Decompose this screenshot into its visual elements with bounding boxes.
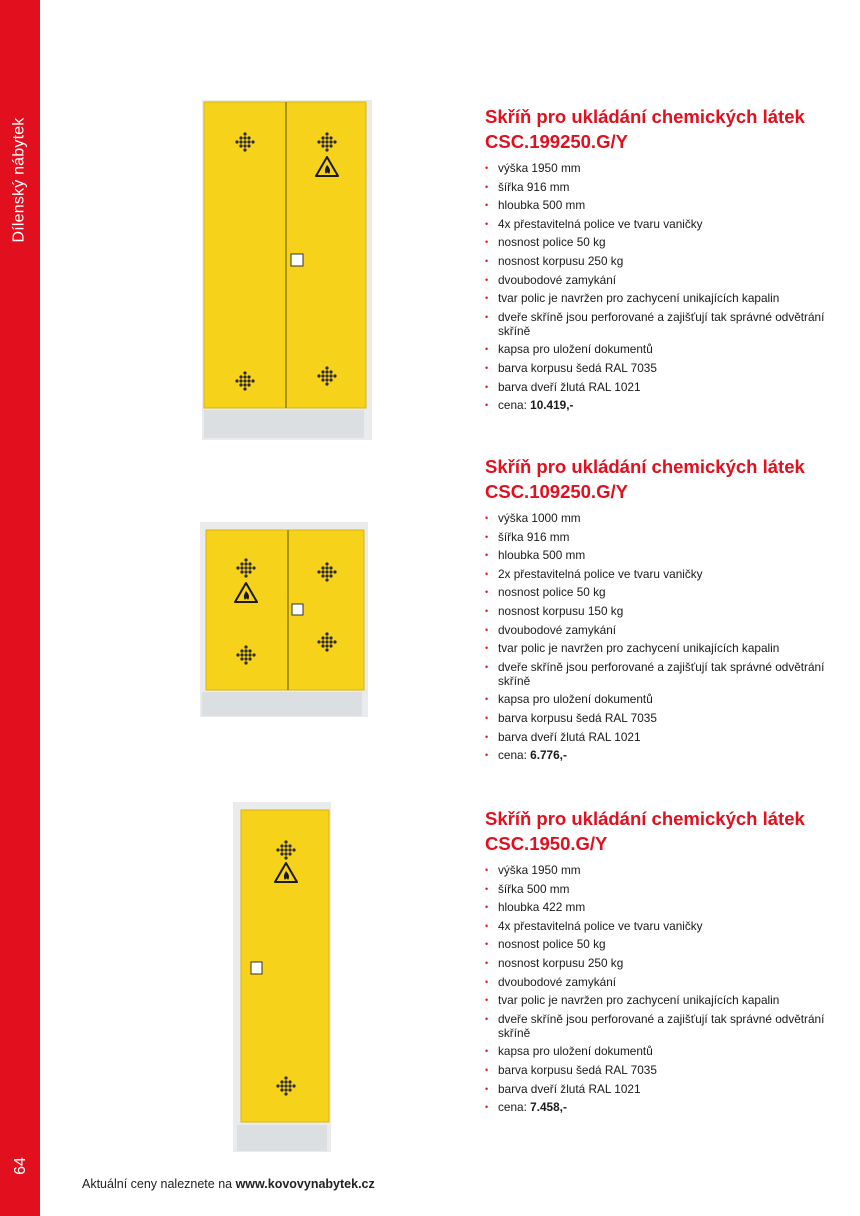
spec-item: • výška 1000 mm (485, 511, 825, 525)
spec-item: • barva dveří žlutá RAL 1021 (485, 1082, 825, 1096)
price: • cena: 6.776,- (485, 748, 825, 762)
spec-item: • nosnost korpusu 250 kg (485, 254, 825, 268)
spec-item: • kapsa pro uložení dokumentů (485, 692, 825, 706)
website-link[interactable]: www.kovovynabytek.cz (235, 1177, 375, 1191)
spec-item: • barva korpusu šedá RAL 7035 (485, 361, 825, 375)
spec-item: • tvar polic je navržen pro zachycení unikajících kapalin (485, 641, 825, 655)
product-title: Skříň pro ukládání chemických látek CSC.199250.G/Y (485, 106, 805, 152)
product-1 (485, 104, 825, 417)
spec-item: • výška 1950 mm (485, 161, 825, 175)
spec-item: • šířka 916 mm (485, 180, 825, 194)
spec-item: • kapsa pro uložení dokumentů (485, 342, 825, 356)
spec-list (485, 511, 825, 762)
product-3 (485, 806, 825, 1119)
spec-item: • dveře skříně jsou perforované a zajišťují tak správné odvětrání skříně (485, 1012, 825, 1040)
price-value: 6.776,- (530, 748, 567, 763)
price: • cena: 10.419,- (485, 398, 825, 412)
product-title: Skříň pro ukládání chemických látek CSC.109250.G/Y (485, 456, 805, 502)
footer-note: Aktuální ceny naleznete na www.kovovynabytek.cz (82, 1177, 375, 1191)
spec-item: • hloubka 422 mm (485, 900, 825, 914)
spec-item: • nosnost police 50 kg (485, 937, 825, 951)
price-value: 7.458,- (530, 1100, 567, 1115)
spec-item: • tvar polic je navržen pro zachycení unikajících kapalin (485, 993, 825, 1007)
spec-item: • tvar polic je navržen pro zachycení unikajících kapalin (485, 291, 825, 305)
product-title: Skříň pro ukládání chemických látek CSC.1950.G/Y (485, 808, 805, 854)
spec-item: • šířka 500 mm (485, 882, 825, 896)
spec-item: • barva korpusu šedá RAL 7035 (485, 711, 825, 725)
spec-item: • dveře skříně jsou perforované a zajišťují tak správné odvětrání skříně (485, 660, 825, 688)
spec-item: • kapsa pro uložení dokumentů (485, 1044, 825, 1058)
spec-item: • hloubka 500 mm (485, 198, 825, 212)
spec-item: • barva dveří žlutá RAL 1021 (485, 730, 825, 744)
cabinet-image-low-double (182, 510, 382, 725)
price-value: 10.419,- (530, 398, 574, 413)
cabinet-image-tall-double (182, 70, 382, 450)
spec-item: • výška 1950 mm (485, 863, 825, 877)
spec-item: • hloubka 500 mm (485, 548, 825, 562)
spec-item: • barva dveří žlutá RAL 1021 (485, 380, 825, 394)
sidebar (0, 0, 40, 1216)
spec-item: • 4x přestavitelná police ve tvaru vaničky (485, 919, 825, 933)
product-2 (485, 454, 825, 767)
spec-item: • barva korpusu šedá RAL 7035 (485, 1063, 825, 1077)
spec-item: • 4x přestavitelná police ve tvaru vaničky (485, 217, 825, 231)
spec-item: • dvoubodové zamykání (485, 623, 825, 637)
page-number: 64 (11, 1157, 29, 1175)
spec-item: • dveře skříně jsou perforované a zajišťují tak správné odvětrání skříně (485, 310, 825, 338)
spec-item: • dvoubodové zamykání (485, 273, 825, 287)
spec-list (485, 863, 825, 1114)
section-label: Dílenský nábytek (11, 117, 29, 243)
spec-list (485, 161, 825, 412)
spec-item: • nosnost police 50 kg (485, 585, 825, 599)
spec-item: • dvoubodové zamykání (485, 975, 825, 989)
price: • cena: 7.458,- (485, 1100, 825, 1114)
spec-item: • 2x přestavitelná police ve tvaru vaničky (485, 567, 825, 581)
cabinet-image-tall-single (215, 790, 345, 1160)
spec-item: • nosnost korpusu 250 kg (485, 956, 825, 970)
spec-item: • nosnost korpusu 150 kg (485, 604, 825, 618)
spec-item: • šířka 916 mm (485, 530, 825, 544)
spec-item: • nosnost police 50 kg (485, 235, 825, 249)
